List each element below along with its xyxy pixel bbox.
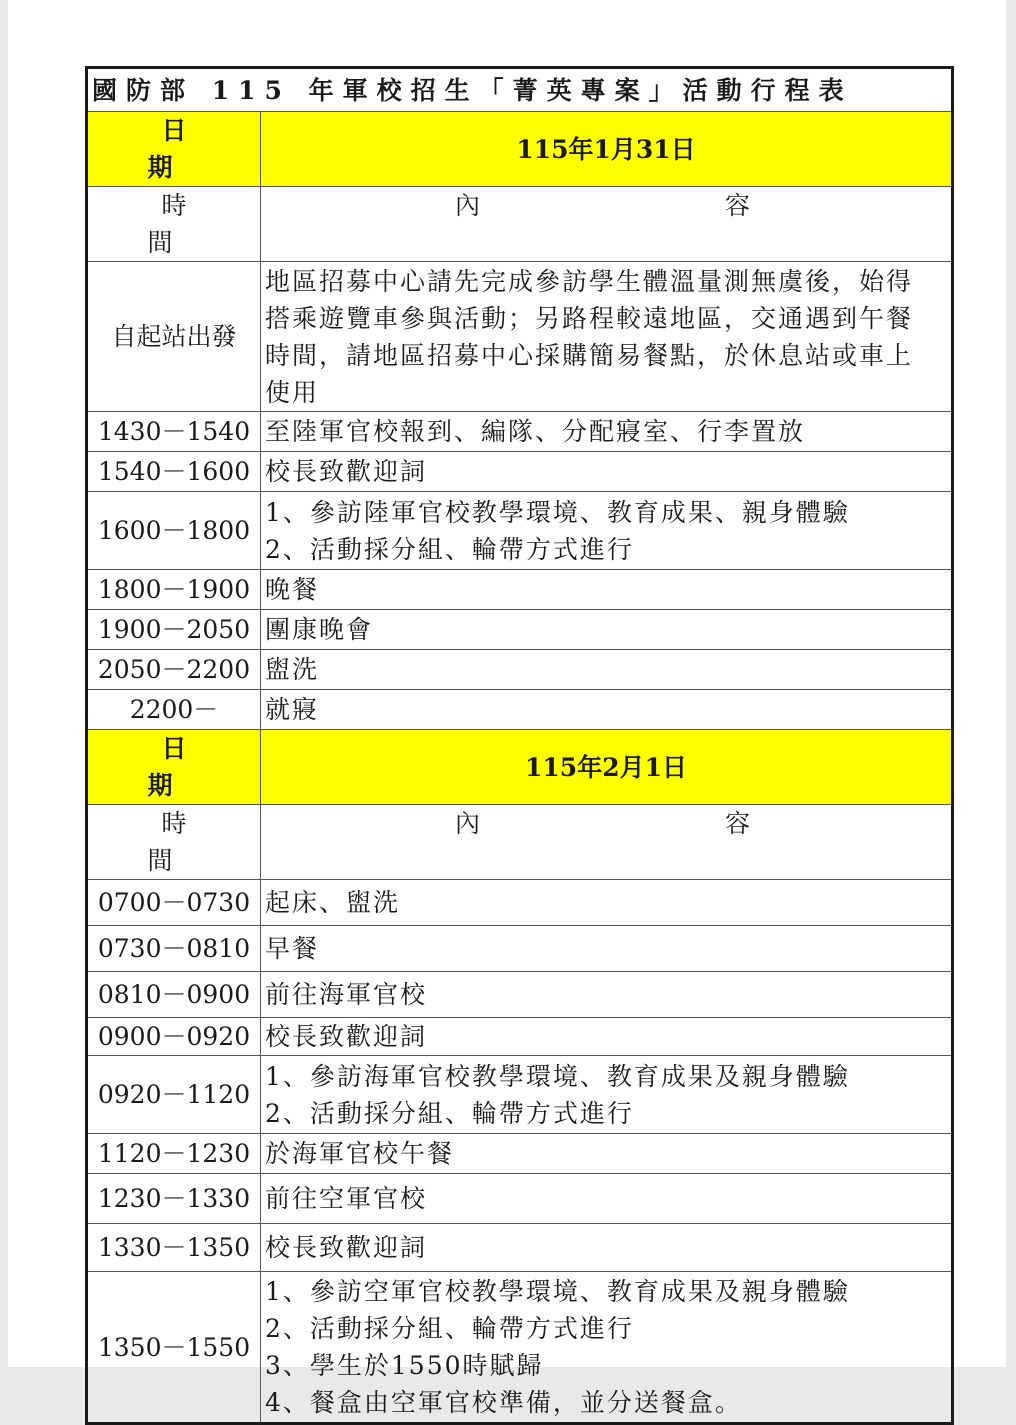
content-line: 前往海軍官校	[265, 980, 428, 1009]
content-cell	[261, 610, 953, 650]
table-row	[87, 1056, 953, 1134]
column-header-row	[87, 187, 953, 262]
content-line: 1、參訪空軍官校教學環境、教育成果及親身體驗	[265, 1277, 850, 1306]
time-cell: 1330－1350	[87, 1224, 261, 1272]
content-cell	[261, 1224, 953, 1272]
content-cell	[261, 690, 953, 730]
time-header	[87, 187, 261, 262]
table-row	[87, 690, 953, 730]
content-line: 時間，請地區招募中心採購簡易餐點，於休息站或車上	[265, 340, 914, 370]
content-header-right: 容	[725, 191, 751, 220]
content-cell	[261, 452, 953, 492]
time-cell: 2200－	[87, 690, 261, 730]
content-line: 盥洗	[265, 655, 320, 684]
table-row	[87, 1272, 953, 1424]
content-cell	[261, 1174, 953, 1224]
time-cell: 1600－1800	[87, 492, 261, 570]
content-line: 校長致歡迎詞	[265, 1233, 428, 1262]
table-row	[87, 262, 953, 412]
content-line: 前往空軍官校	[265, 1184, 428, 1213]
content-cell	[261, 1018, 953, 1056]
content-line: 校長致歡迎詞	[265, 1022, 428, 1051]
content-line: 晚餐	[265, 575, 320, 604]
date-label	[87, 112, 261, 187]
content-line: 4、餐盒由空軍官校準備，並分送餐盒。	[265, 1388, 742, 1417]
table-row	[87, 452, 953, 492]
date-row	[87, 112, 953, 187]
column-header-row	[87, 805, 953, 880]
schedule-table	[85, 66, 954, 1425]
content-cell	[261, 1056, 953, 1134]
content-line: 1、參訪海軍官校教學環境、教育成果及親身體驗	[265, 1061, 850, 1091]
time-cell: 1430－1540	[87, 412, 261, 452]
time-cell: 0900－0920	[87, 1018, 261, 1056]
table-row	[87, 610, 953, 650]
time-cell: 0810－0900	[87, 972, 261, 1018]
content-line: 校長致歡迎詞	[265, 457, 428, 486]
content-line: 就寢	[265, 695, 320, 724]
date-value: 115年2月1日	[261, 730, 953, 805]
date-label-text: 日 期	[147, 734, 215, 800]
content-line: 2、活動採分組、輪帶方式進行	[265, 534, 634, 564]
table-row	[87, 880, 953, 926]
time-cell: 0700－0730	[87, 880, 261, 926]
content-header	[261, 805, 953, 880]
table-row	[87, 570, 953, 610]
table-row	[87, 1224, 953, 1272]
content-line: 使用	[265, 377, 320, 407]
content-header	[261, 187, 953, 262]
content-cell	[261, 880, 953, 926]
content-line: 於海軍官校午餐	[265, 1139, 455, 1168]
content-line: 至陸軍官校報到、編隊、分配寢室、行李置放	[265, 417, 806, 446]
content-line: 團康晚會	[265, 615, 374, 644]
time-cell: 1540－1600	[87, 452, 261, 492]
table-row	[87, 1134, 953, 1174]
time-header-text: 時 間	[147, 191, 215, 257]
time-cell: 0730－0810	[87, 926, 261, 972]
content-line: 起床、盥洗	[265, 888, 401, 917]
table-row	[87, 972, 953, 1018]
date-label	[87, 730, 261, 805]
content-cell	[261, 412, 953, 452]
content-line: 地區招募中心請先完成參訪學生體溫量測無虞後，始得	[265, 266, 914, 296]
table-row	[87, 1174, 953, 1224]
content-header-right: 容	[725, 809, 751, 838]
content-header-left: 內	[455, 809, 481, 838]
time-cell: 0920－1120	[87, 1056, 261, 1134]
table-row	[87, 926, 953, 972]
table-title: 國防部 115 年軍校招生「菁英專案」活動行程表	[87, 68, 953, 112]
content-line: 搭乘遊覽車參與活動；另路程較遠地區，交通遇到午餐	[265, 303, 914, 333]
content-cell	[261, 492, 953, 570]
content-line: 早餐	[265, 934, 320, 963]
time-cell: 2050－2200	[87, 650, 261, 690]
content-line: 2、活動採分組、輪帶方式進行	[265, 1314, 634, 1343]
table-row	[87, 650, 953, 690]
content-cell	[261, 650, 953, 690]
content-cell	[261, 1272, 953, 1424]
time-header-text: 時 間	[147, 809, 215, 875]
time-cell: 1900－2050	[87, 610, 261, 650]
time-cell: 1800－1900	[87, 570, 261, 610]
time-header	[87, 805, 261, 880]
content-line: 2、活動採分組、輪帶方式進行	[265, 1098, 634, 1128]
date-label-text: 日 期	[147, 116, 215, 182]
content-line: 3、學生於1550時賦歸	[265, 1351, 544, 1380]
table-row	[87, 492, 953, 570]
content-cell	[261, 1134, 953, 1174]
table-row	[87, 1018, 953, 1056]
content-cell	[261, 972, 953, 1018]
content-cell	[261, 262, 953, 412]
time-cell: 1120－1230	[87, 1134, 261, 1174]
content-header-left: 內	[455, 191, 481, 220]
time-cell: 1230－1330	[87, 1174, 261, 1224]
time-cell: 1350－1550	[87, 1272, 261, 1424]
content-cell	[261, 926, 953, 972]
date-row	[87, 730, 953, 805]
time-cell: 自起站出發	[87, 262, 261, 412]
date-value: 115年1月31日	[261, 112, 953, 187]
table-row	[87, 412, 953, 452]
content-line: 1、參訪陸軍官校教學環境、教育成果、親身體驗	[265, 497, 850, 527]
content-cell	[261, 570, 953, 610]
document-page	[8, 0, 1006, 1417]
